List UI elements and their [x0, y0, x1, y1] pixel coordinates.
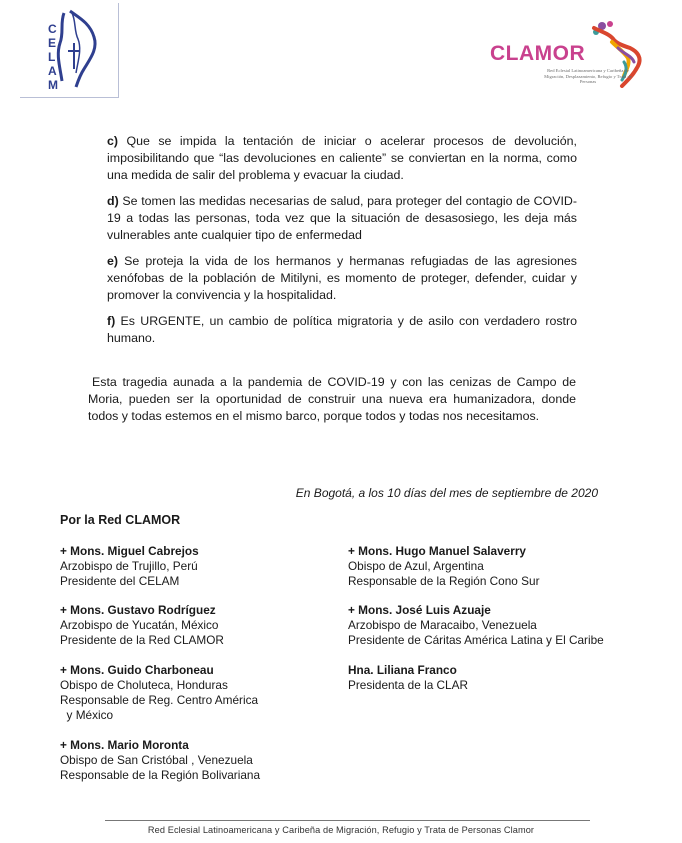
svg-text:A: A: [48, 64, 57, 78]
item-letter: d): [107, 194, 119, 208]
signer-name: + Mons. Hugo Manuel Salaverry: [348, 544, 526, 558]
list-item: [107, 313, 577, 347]
signer-title: Obispo de San Cristóbal , Venezuela: [60, 753, 253, 767]
item-letter: c): [107, 134, 119, 148]
signer-name: + Mons. Gustavo Rodríguez: [60, 603, 216, 617]
signer-title: Presidente de la Red CLAMOR: [60, 633, 224, 647]
signature-block: [348, 603, 604, 648]
svg-text:L: L: [48, 50, 56, 64]
signer-title: Responsable de la Región Cono Sur: [348, 574, 540, 588]
closing-paragraph: Esta tragedia aunada a la pandemia de COVID-19 y con las cenizas de Campo de Moria, pueden ser la oportunidad de construir una nueva era humanizadora, donde todos y todas estemos en el mismo barco, porque todos y todas nos necesitamos.: [88, 375, 576, 423]
celam-logo: [20, 3, 119, 98]
signer-name: + Mons. Guido Charboneau: [60, 663, 214, 677]
signer-title: Arzobispo de Maracaibo, Venezuela: [348, 618, 537, 632]
signer-name: + Mons. Miguel Cabrejos: [60, 544, 199, 558]
signer-name: + Mons. Mario Moronta: [60, 738, 189, 752]
signer-name: Hna. Liliana Franco: [348, 663, 457, 677]
clamor-tagline: Red Eclesial Latinoamericana y Caribeña de Migración, Desplazamiento, Refugio y Trata de Personas: [544, 68, 632, 85]
item-text: Se tomen las medidas necesarias de salud, para proteger del contagio de COVID-19 a todas las personas, toda vez que la situación de desasosiego, les deja más vulnerables ante cualquier tipo de enfermedad: [107, 194, 577, 242]
clamor-wordmark-text: CLAMOR: [490, 42, 586, 65]
page-footer: Red Eclesial Latinoamericana y Caribeña de Migración, Refugio y Trata de Personas Clamor: [147, 825, 535, 835]
signer-title: Presidente de Cáritas América Latina y El Caribe: [348, 633, 604, 647]
signer-title: Presidente del CELAM: [60, 574, 180, 588]
signer-name: + Mons. José Luis Azuaje: [348, 603, 491, 617]
signer-title: Arzobispo de Trujillo, Perú: [60, 559, 198, 573]
list-item: [107, 133, 577, 183]
signer-title: Presidenta de la CLAR: [348, 678, 469, 692]
signer-title: y México: [60, 708, 114, 722]
signature-block: [60, 738, 260, 783]
clamor-wordmark: [490, 42, 585, 66]
item-letter: f): [107, 314, 116, 328]
item-text: Se proteja la vida de los hermanos y hermanas refugiadas de las agresiones xenófobas de la población de Mitilyni, es momento de proteger, defender, cuidar y promover la convivencia y la hospitalidad.: [107, 254, 577, 302]
item-text: Que se impida la tentación de iniciar o acelerar procesos de devolución, imposibilitando que “las devoluciones en caliente” se conviertan en la norma, como una medida de salir del problema y evacuar la ciudad.: [107, 134, 577, 182]
list-item: [107, 253, 577, 303]
signer-title: Responsable de la Región Bolivariana: [60, 768, 261, 782]
list-item: [107, 193, 577, 243]
item-text: Es URGENTE, un cambio de política migratoria y de asilo con verdadero rostro humano.: [107, 314, 577, 345]
place-date: En Bogotá, a los 10 días del mes de septiembre de 2020: [295, 486, 598, 500]
signer-title: Obispo de Azul, Argentina: [348, 559, 484, 573]
signer-title: Arzobispo de Yucatán, México: [60, 618, 219, 632]
footer-divider: [105, 820, 590, 821]
svg-text:C: C: [48, 22, 57, 36]
signature-block: [60, 544, 199, 589]
signer-title: Responsable de Reg. Centro América: [60, 693, 259, 707]
signer-title: Obispo de Choluteca, Honduras: [60, 678, 228, 692]
celam-emblem-icon: [20, 3, 118, 97]
item-letter: e): [107, 254, 119, 268]
svg-text:M: M: [48, 78, 58, 92]
signature-block: [348, 544, 540, 589]
signatures-title: Por la Red CLAMOR: [60, 513, 181, 527]
signature-block: [60, 663, 258, 723]
signature-block: [60, 603, 224, 648]
clamor-logo: [488, 18, 658, 98]
signature-block: [348, 663, 468, 693]
svg-text:E: E: [48, 36, 57, 50]
